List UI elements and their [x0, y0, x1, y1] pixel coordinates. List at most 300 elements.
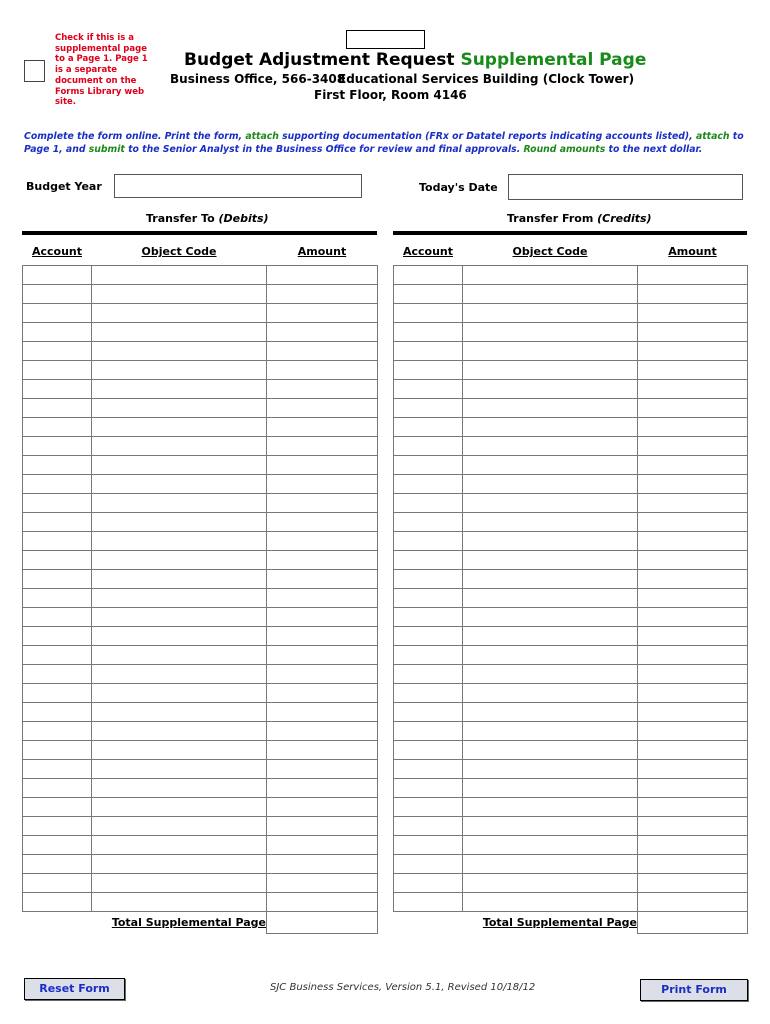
- title-main: Budget Adjustment Request: [184, 50, 455, 70]
- amount-cell[interactable]: [267, 265, 378, 284]
- table-row: [394, 759, 748, 778]
- table-row: [394, 873, 748, 892]
- table-row: [394, 512, 748, 531]
- account-cell[interactable]: [23, 417, 92, 436]
- object-code-cell[interactable]: [92, 512, 267, 531]
- table-row: [394, 550, 748, 569]
- amount-cell[interactable]: [267, 873, 378, 892]
- object-code-cell[interactable]: [463, 797, 638, 816]
- account-cell[interactable]: [394, 797, 463, 816]
- amount-cell[interactable]: [638, 588, 748, 607]
- object-code-cell[interactable]: [463, 645, 638, 664]
- table-row: [394, 588, 748, 607]
- object-code-cell[interactable]: [92, 702, 267, 721]
- amount-cell[interactable]: [267, 417, 378, 436]
- account-cell[interactable]: [394, 569, 463, 588]
- transfer-to-table: [22, 239, 378, 934]
- amount-cell[interactable]: [267, 379, 378, 398]
- object-code-cell[interactable]: [92, 550, 267, 569]
- account-cell[interactable]: [394, 436, 463, 455]
- object-code-cell[interactable]: [92, 759, 267, 778]
- amount-cell[interactable]: [267, 759, 378, 778]
- account-cell[interactable]: [394, 892, 463, 911]
- account-cell[interactable]: [23, 778, 92, 797]
- table-row: [23, 683, 378, 702]
- amount-cell[interactable]: [638, 626, 748, 645]
- table-row: [394, 778, 748, 797]
- account-cell[interactable]: [394, 303, 463, 322]
- amount-cell[interactable]: [267, 892, 378, 911]
- table-row: [394, 645, 748, 664]
- account-cell[interactable]: [394, 265, 463, 284]
- amount-cell[interactable]: [638, 284, 748, 303]
- amount-cell[interactable]: [638, 550, 748, 569]
- amount-cell[interactable]: [638, 379, 748, 398]
- object-code-cell[interactable]: [92, 322, 267, 341]
- object-code-cell[interactable]: [463, 322, 638, 341]
- amount-cell[interactable]: [267, 645, 378, 664]
- amount-cell[interactable]: [267, 474, 378, 493]
- amount-cell[interactable]: [638, 740, 748, 759]
- account-header: Account: [31, 245, 83, 259]
- table-row: [394, 797, 748, 816]
- table-row: [394, 569, 748, 588]
- account-cell[interactable]: [394, 588, 463, 607]
- amount-cell[interactable]: [638, 835, 748, 854]
- table-row: [23, 569, 378, 588]
- amount-cell[interactable]: [267, 607, 378, 626]
- object-code-cell[interactable]: [92, 360, 267, 379]
- amount-cell[interactable]: [267, 721, 378, 740]
- amount-cell[interactable]: [267, 683, 378, 702]
- account-cell[interactable]: [394, 854, 463, 873]
- amount-cell[interactable]: [638, 360, 748, 379]
- object-code-cell[interactable]: [463, 626, 638, 645]
- account-cell[interactable]: [23, 816, 92, 835]
- table-row: [394, 664, 748, 683]
- amount-cell[interactable]: [267, 398, 378, 417]
- account-cell[interactable]: [394, 398, 463, 417]
- object-code-cell[interactable]: [92, 664, 267, 683]
- amount-cell[interactable]: [267, 360, 378, 379]
- title-supplemental: Supplemental Page: [460, 50, 647, 70]
- object-code-cell[interactable]: [92, 284, 267, 303]
- object-code-cell[interactable]: [92, 569, 267, 588]
- account-cell[interactable]: [23, 588, 92, 607]
- account-cell[interactable]: [394, 816, 463, 835]
- amount-cell[interactable]: [638, 341, 748, 360]
- object-code-cell[interactable]: [463, 550, 638, 569]
- account-cell[interactable]: [23, 740, 92, 759]
- object-code-cell[interactable]: [463, 360, 638, 379]
- object-code-cell[interactable]: [92, 531, 267, 550]
- amount-cell[interactable]: [638, 759, 748, 778]
- table-row: [23, 816, 378, 835]
- object-code-cell[interactable]: [463, 417, 638, 436]
- table-row: [23, 892, 378, 911]
- amount-cell[interactable]: [638, 816, 748, 835]
- table-row: [394, 493, 748, 512]
- print-button[interactable]: Print Form: [640, 979, 748, 1001]
- amount-cell[interactable]: [267, 797, 378, 816]
- table-row: [23, 664, 378, 683]
- amount-cell[interactable]: [267, 626, 378, 645]
- object-code-cell[interactable]: [463, 512, 638, 531]
- total-label: Total Supplemental Page: [111, 915, 266, 929]
- object-code-cell[interactable]: [92, 816, 267, 835]
- account-cell[interactable]: [394, 740, 463, 759]
- table-row: [23, 607, 378, 626]
- object-code-cell[interactable]: [463, 398, 638, 417]
- amount-cell[interactable]: [267, 284, 378, 303]
- object-code-cell[interactable]: [92, 892, 267, 911]
- table-row: [394, 702, 748, 721]
- account-cell[interactable]: [23, 379, 92, 398]
- account-cell[interactable]: [394, 512, 463, 531]
- amount-cell[interactable]: [638, 531, 748, 550]
- table-row: [394, 265, 748, 284]
- account-cell[interactable]: [394, 702, 463, 721]
- object-code-cell[interactable]: [463, 436, 638, 455]
- todays-date-field[interactable]: [508, 174, 743, 200]
- account-cell[interactable]: [394, 341, 463, 360]
- total-amount-cell[interactable]: [638, 911, 748, 933]
- table-row: [23, 702, 378, 721]
- account-cell[interactable]: [394, 322, 463, 341]
- table-row: [394, 455, 748, 474]
- table-row: [394, 341, 748, 360]
- account-cell[interactable]: [23, 892, 92, 911]
- table-row: [394, 360, 748, 379]
- account-cell[interactable]: [23, 645, 92, 664]
- object-code-cell[interactable]: [463, 721, 638, 740]
- table-row: [394, 379, 748, 398]
- object-code-cell[interactable]: [463, 474, 638, 493]
- amount-cell[interactable]: [638, 436, 748, 455]
- table-row: [394, 854, 748, 873]
- amount-cell[interactable]: [267, 569, 378, 588]
- account-cell[interactable]: [394, 835, 463, 854]
- account-cell[interactable]: [23, 835, 92, 854]
- amount-cell[interactable]: [267, 740, 378, 759]
- account-cell[interactable]: [394, 759, 463, 778]
- object-code-cell[interactable]: [92, 455, 267, 474]
- object-code-cell[interactable]: [92, 797, 267, 816]
- amount-cell[interactable]: [267, 455, 378, 474]
- account-cell[interactable]: [394, 284, 463, 303]
- account-cell[interactable]: [394, 550, 463, 569]
- table-row: [23, 626, 378, 645]
- account-cell[interactable]: [394, 626, 463, 645]
- object-code-cell[interactable]: [463, 816, 638, 835]
- table-row: [23, 531, 378, 550]
- object-code-cell[interactable]: [463, 664, 638, 683]
- account-cell[interactable]: [394, 683, 463, 702]
- amount-header: Amount: [297, 245, 347, 259]
- object-code-cell[interactable]: [92, 379, 267, 398]
- amount-cell[interactable]: [267, 816, 378, 835]
- amount-cell[interactable]: [267, 303, 378, 322]
- object-code-cell[interactable]: [463, 303, 638, 322]
- amount-cell[interactable]: [638, 569, 748, 588]
- amount-cell[interactable]: [638, 892, 748, 911]
- account-cell[interactable]: [394, 778, 463, 797]
- object-code-cell[interactable]: [463, 740, 638, 759]
- object-code-cell[interactable]: [463, 759, 638, 778]
- table-row: [23, 645, 378, 664]
- object-code-cell[interactable]: [463, 569, 638, 588]
- amount-cell[interactable]: [267, 664, 378, 683]
- amount-cell[interactable]: [638, 797, 748, 816]
- account-cell[interactable]: [23, 607, 92, 626]
- amount-cell[interactable]: [267, 778, 378, 797]
- object-code-cell[interactable]: [92, 683, 267, 702]
- account-cell[interactable]: [394, 607, 463, 626]
- table-row: [23, 322, 378, 341]
- amount-header: Amount: [668, 245, 717, 259]
- account-cell[interactable]: [394, 493, 463, 512]
- table-row: [394, 303, 748, 322]
- amount-cell[interactable]: [267, 835, 378, 854]
- table-row: [394, 816, 748, 835]
- table-row: [23, 721, 378, 740]
- account-cell[interactable]: [23, 322, 92, 341]
- account-cell[interactable]: [394, 417, 463, 436]
- transfer-from-title: Transfer From (Credits): [507, 212, 652, 225]
- table-row: [394, 436, 748, 455]
- table-row: [23, 759, 378, 778]
- table-row: [23, 303, 378, 322]
- account-cell[interactable]: [394, 721, 463, 740]
- amount-cell[interactable]: [267, 322, 378, 341]
- table-row: [394, 284, 748, 303]
- account-cell[interactable]: [23, 702, 92, 721]
- amount-cell[interactable]: [267, 493, 378, 512]
- amount-cell[interactable]: [638, 607, 748, 626]
- object-code-cell[interactable]: [92, 626, 267, 645]
- amount-cell[interactable]: [267, 436, 378, 455]
- amount-cell[interactable]: [638, 512, 748, 531]
- object-code-cell[interactable]: [463, 835, 638, 854]
- object-code-cell[interactable]: [92, 873, 267, 892]
- account-cell[interactable]: [394, 455, 463, 474]
- amount-cell[interactable]: [638, 265, 748, 284]
- object-code-cell[interactable]: [92, 721, 267, 740]
- table-row: [394, 626, 748, 645]
- object-code-cell[interactable]: [463, 455, 638, 474]
- table-row: [394, 322, 748, 341]
- amount-cell[interactable]: [267, 702, 378, 721]
- table-row: [23, 854, 378, 873]
- footer-version: SJC Business Services, Version 5.1, Revised 10/18/12: [270, 982, 536, 993]
- table-row: [23, 835, 378, 854]
- table-row: [23, 740, 378, 759]
- account-cell[interactable]: [23, 759, 92, 778]
- table-row: [23, 398, 378, 417]
- table-row: [23, 341, 378, 360]
- amount-cell[interactable]: [638, 474, 748, 493]
- amount-cell[interactable]: [267, 341, 378, 360]
- object-code-cell[interactable]: [92, 474, 267, 493]
- amount-cell[interactable]: [638, 303, 748, 322]
- account-cell[interactable]: [23, 436, 92, 455]
- table-row: [394, 607, 748, 626]
- account-cell[interactable]: [23, 265, 92, 284]
- object-code-header: Object Code: [141, 245, 217, 259]
- object-code-header: Object Code: [512, 245, 588, 259]
- amount-cell[interactable]: [638, 702, 748, 721]
- account-cell[interactable]: [23, 341, 92, 360]
- account-cell[interactable]: [23, 455, 92, 474]
- amount-cell[interactable]: [638, 854, 748, 873]
- amount-cell[interactable]: [638, 322, 748, 341]
- account-cell[interactable]: [394, 664, 463, 683]
- building-info: Educational Services Building (Clock Tower): [338, 72, 635, 86]
- table-row: [23, 493, 378, 512]
- account-cell[interactable]: [23, 664, 92, 683]
- account-cell[interactable]: [394, 474, 463, 493]
- object-code-cell[interactable]: [463, 341, 638, 360]
- amount-cell[interactable]: [638, 645, 748, 664]
- amount-cell[interactable]: [638, 664, 748, 683]
- total-row: [394, 911, 748, 933]
- account-cell[interactable]: [23, 626, 92, 645]
- object-code-cell[interactable]: [92, 398, 267, 417]
- amount-cell[interactable]: [638, 873, 748, 892]
- object-code-cell[interactable]: [463, 873, 638, 892]
- table-row: [23, 265, 378, 284]
- table-row: [394, 531, 748, 550]
- table-row: [394, 835, 748, 854]
- object-code-cell[interactable]: [92, 854, 267, 873]
- office-info: Business Office, 566-3408: [170, 72, 346, 86]
- object-code-cell[interactable]: [92, 341, 267, 360]
- table-row: [394, 740, 748, 759]
- account-header: Account: [402, 245, 454, 259]
- account-cell[interactable]: [394, 531, 463, 550]
- account-cell[interactable]: [23, 873, 92, 892]
- amount-cell[interactable]: [638, 455, 748, 474]
- table-row: [23, 417, 378, 436]
- object-code-cell[interactable]: [463, 854, 638, 873]
- account-cell[interactable]: [23, 284, 92, 303]
- account-cell[interactable]: [23, 683, 92, 702]
- object-code-cell[interactable]: [92, 303, 267, 322]
- budget-year-field[interactable]: [114, 174, 362, 198]
- amount-cell[interactable]: [638, 398, 748, 417]
- table-row: [394, 398, 748, 417]
- account-cell[interactable]: [23, 512, 92, 531]
- account-cell[interactable]: [23, 721, 92, 740]
- supplemental-note: Check if this is a supplemental page to a Page 1. Page 1 is a separate document on the Forms Library web site.: [55, 33, 148, 108]
- table-row: [23, 873, 378, 892]
- table-row: [23, 512, 378, 531]
- table-row: [394, 474, 748, 493]
- amount-cell[interactable]: [638, 683, 748, 702]
- object-code-cell[interactable]: [463, 702, 638, 721]
- total-row: [23, 911, 378, 933]
- transfer-from-table: [393, 239, 748, 934]
- instructions: Complete the form online. Print the form, attach supporting documentation (FRx or Datatel reports indicating accounts listed), attach to Page 1, and submit to the Senior Analyst in the Business Office for review and final approvals. Round amounts to the next dollar.: [24, 131, 744, 155]
- section-divider-right: [393, 231, 747, 235]
- table-row: [23, 436, 378, 455]
- object-code-cell[interactable]: [463, 892, 638, 911]
- todays-date-label: Today's Date: [419, 181, 498, 194]
- object-code-cell[interactable]: [92, 588, 267, 607]
- amount-cell[interactable]: [638, 778, 748, 797]
- table-row: [23, 588, 378, 607]
- account-cell[interactable]: [394, 360, 463, 379]
- object-code-cell[interactable]: [463, 265, 638, 284]
- account-cell[interactable]: [23, 854, 92, 873]
- object-code-cell[interactable]: [92, 835, 267, 854]
- amount-cell[interactable]: [267, 550, 378, 569]
- amount-cell[interactable]: [267, 512, 378, 531]
- account-cell[interactable]: [23, 569, 92, 588]
- account-cell[interactable]: [23, 474, 92, 493]
- budget-year-label: Budget Year: [26, 180, 102, 193]
- floor-info: First Floor, Room 4146: [314, 88, 467, 102]
- table-row: [23, 778, 378, 797]
- object-code-cell[interactable]: [92, 436, 267, 455]
- object-code-cell[interactable]: [92, 493, 267, 512]
- object-code-cell[interactable]: [463, 379, 638, 398]
- section-divider-left: [22, 231, 377, 235]
- page-title: [184, 50, 646, 70]
- amount-cell[interactable]: [638, 493, 748, 512]
- account-cell[interactable]: [23, 303, 92, 322]
- object-code-cell[interactable]: [92, 645, 267, 664]
- amount-cell[interactable]: [267, 854, 378, 873]
- object-code-cell[interactable]: [463, 683, 638, 702]
- object-code-cell[interactable]: [92, 417, 267, 436]
- object-code-cell[interactable]: [463, 607, 638, 626]
- amount-cell[interactable]: [638, 417, 748, 436]
- account-cell[interactable]: [23, 550, 92, 569]
- account-cell[interactable]: [23, 493, 92, 512]
- account-cell[interactable]: [394, 873, 463, 892]
- amount-cell[interactable]: [267, 531, 378, 550]
- table-row: [23, 455, 378, 474]
- table-row: [394, 683, 748, 702]
- supplemental-checkbox[interactable]: [24, 60, 45, 82]
- object-code-cell[interactable]: [463, 531, 638, 550]
- account-cell[interactable]: [23, 797, 92, 816]
- object-code-cell[interactable]: [463, 588, 638, 607]
- account-cell[interactable]: [23, 398, 92, 417]
- account-cell[interactable]: [23, 531, 92, 550]
- amount-cell[interactable]: [638, 721, 748, 740]
- total-amount-cell[interactable]: [267, 911, 378, 933]
- transfer-to-title: Transfer To (Debits): [146, 212, 269, 225]
- object-code-cell[interactable]: [463, 493, 638, 512]
- table-row: [23, 550, 378, 569]
- total-label: Total Supplemental Page: [482, 915, 637, 929]
- table-row: [394, 721, 748, 740]
- table-row: [23, 474, 378, 493]
- account-cell[interactable]: [394, 645, 463, 664]
- reset-button[interactable]: Reset Form: [24, 978, 125, 1000]
- account-cell[interactable]: [394, 379, 463, 398]
- object-code-cell[interactable]: [463, 778, 638, 797]
- object-code-cell[interactable]: [92, 740, 267, 759]
- object-code-cell[interactable]: [92, 607, 267, 626]
- account-cell[interactable]: [23, 360, 92, 379]
- amount-cell[interactable]: [267, 588, 378, 607]
- object-code-cell[interactable]: [92, 778, 267, 797]
- object-code-cell[interactable]: [463, 284, 638, 303]
- object-code-cell[interactable]: [92, 265, 267, 284]
